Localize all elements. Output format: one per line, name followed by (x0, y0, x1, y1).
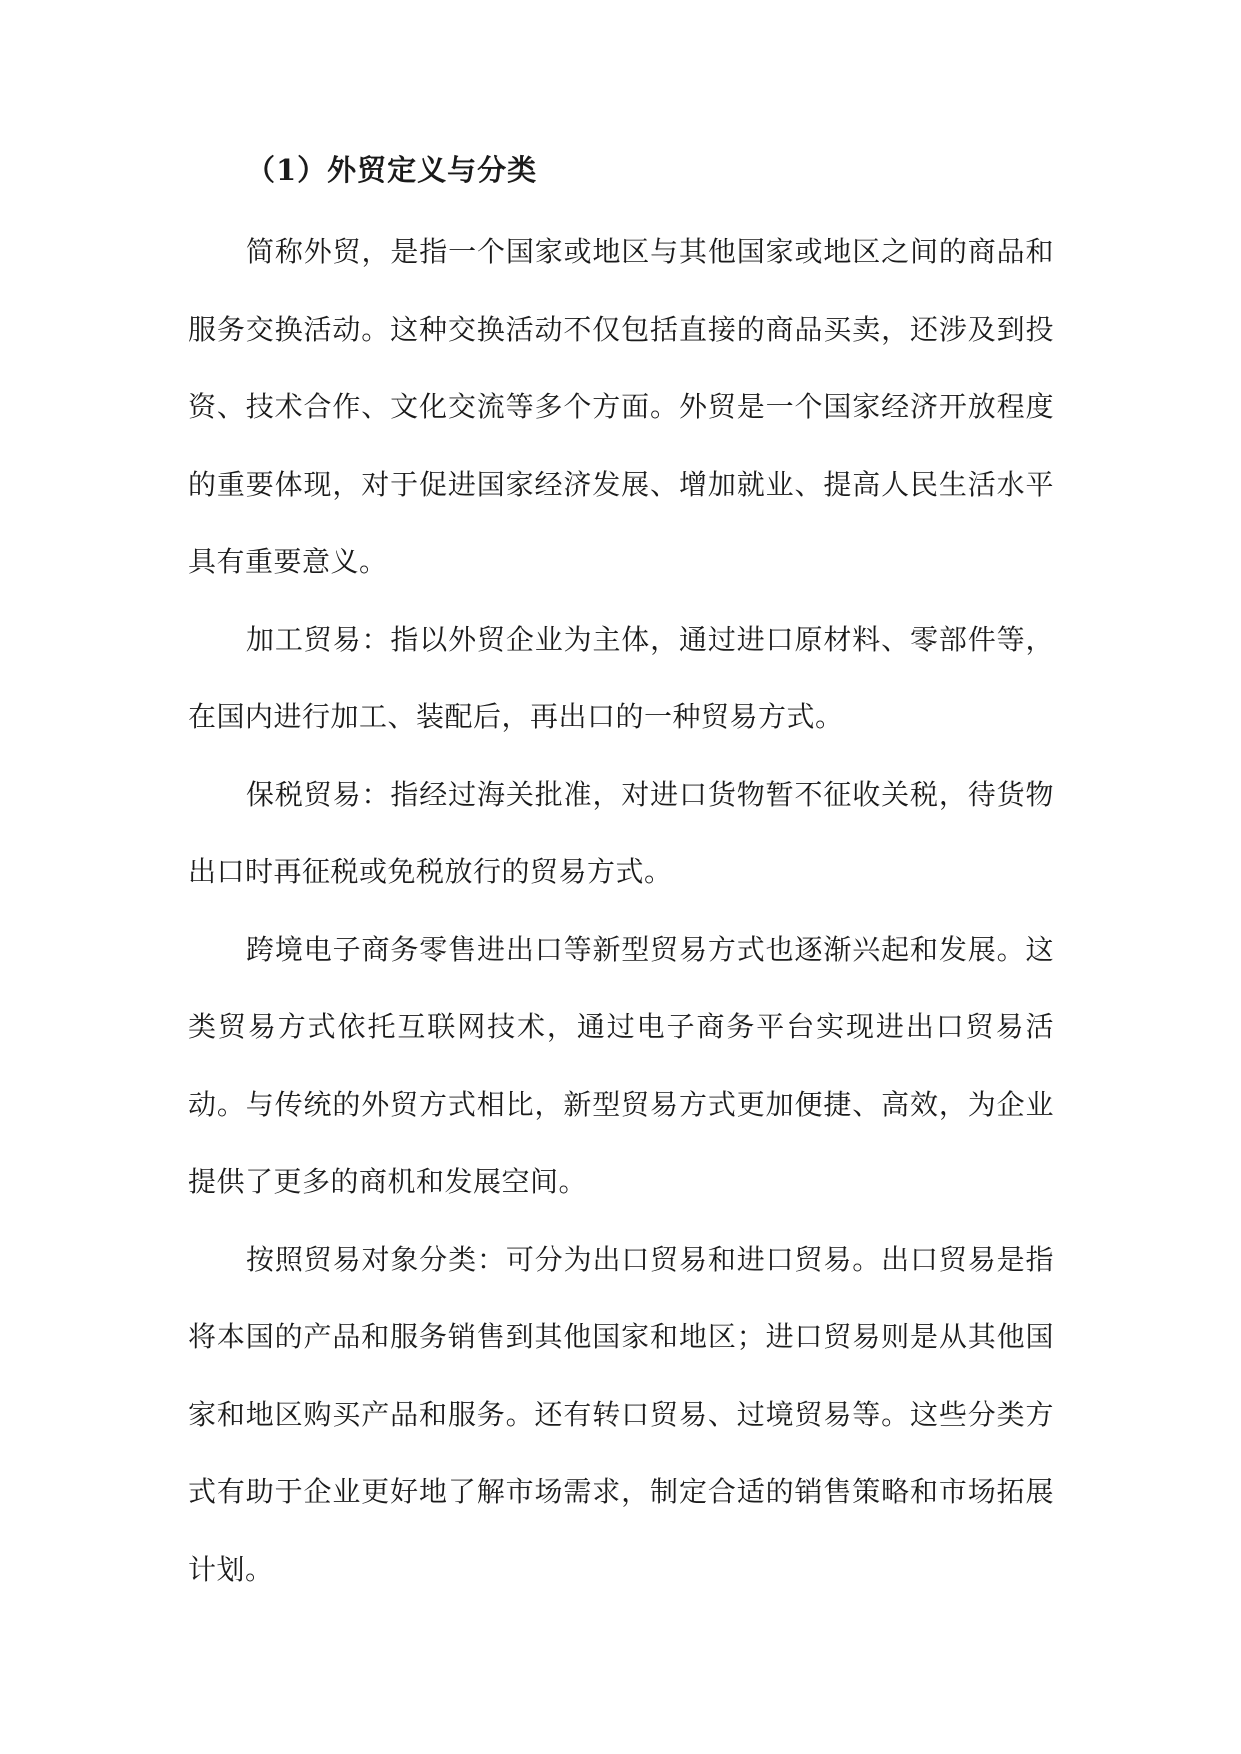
document-body (188, 213, 1054, 1608)
paragraph-foreign-trade-definition: 简称外贸，是指一个国家或地区与其他国家或地区之间的商品和服务交换活动。这种交换活动不仅包括直接的商品买卖，还涉及到投资、技术合作、文化交流等多个方面。外贸是一个国家经济开放程度的重要体现，对于促进国家经济发展、增加就业、提高人民生活水平具有重要意义。 (188, 235, 1054, 578)
paragraph-bonded-trade: 保税贸易：指经过海关批准，对进口货物暂不征收关税，待货物出口时再征税或免税放行的贸易方式。 (188, 777, 1054, 888)
paragraph-cross-border-ecommerce: 跨境电子商务零售进出口等新型贸易方式也逐渐兴起和发展。这类贸易方式依托互联网技术，通过电子商务平台实现进出口贸易活动。与传统的外贸方式相比，新型贸易方式更加便捷、高效，为企业提供了更多的商机和发展空间。 (188, 932, 1054, 1198)
section-heading: （1）外贸定义与分类 (246, 153, 538, 187)
paragraph-processing-trade: 加工贸易：指以外贸企业为主体，通过进口原材料、零部件等，在国内进行加工、装配后，再出口的一种贸易方式。 (188, 622, 1054, 733)
paragraph-trade-object-classification: 按照贸易对象分类：可分为出口贸易和进口贸易。出口贸易是指将本国的产品和服务销售到其他国家和地区；进口贸易则是从其他国家和地区购买产品和服务。还有转口贸易、过境贸易等。这些分类方式有助于企业更好地了解市场需求，制定合适的销售策略和市场拓展计划。 (188, 1242, 1054, 1586)
